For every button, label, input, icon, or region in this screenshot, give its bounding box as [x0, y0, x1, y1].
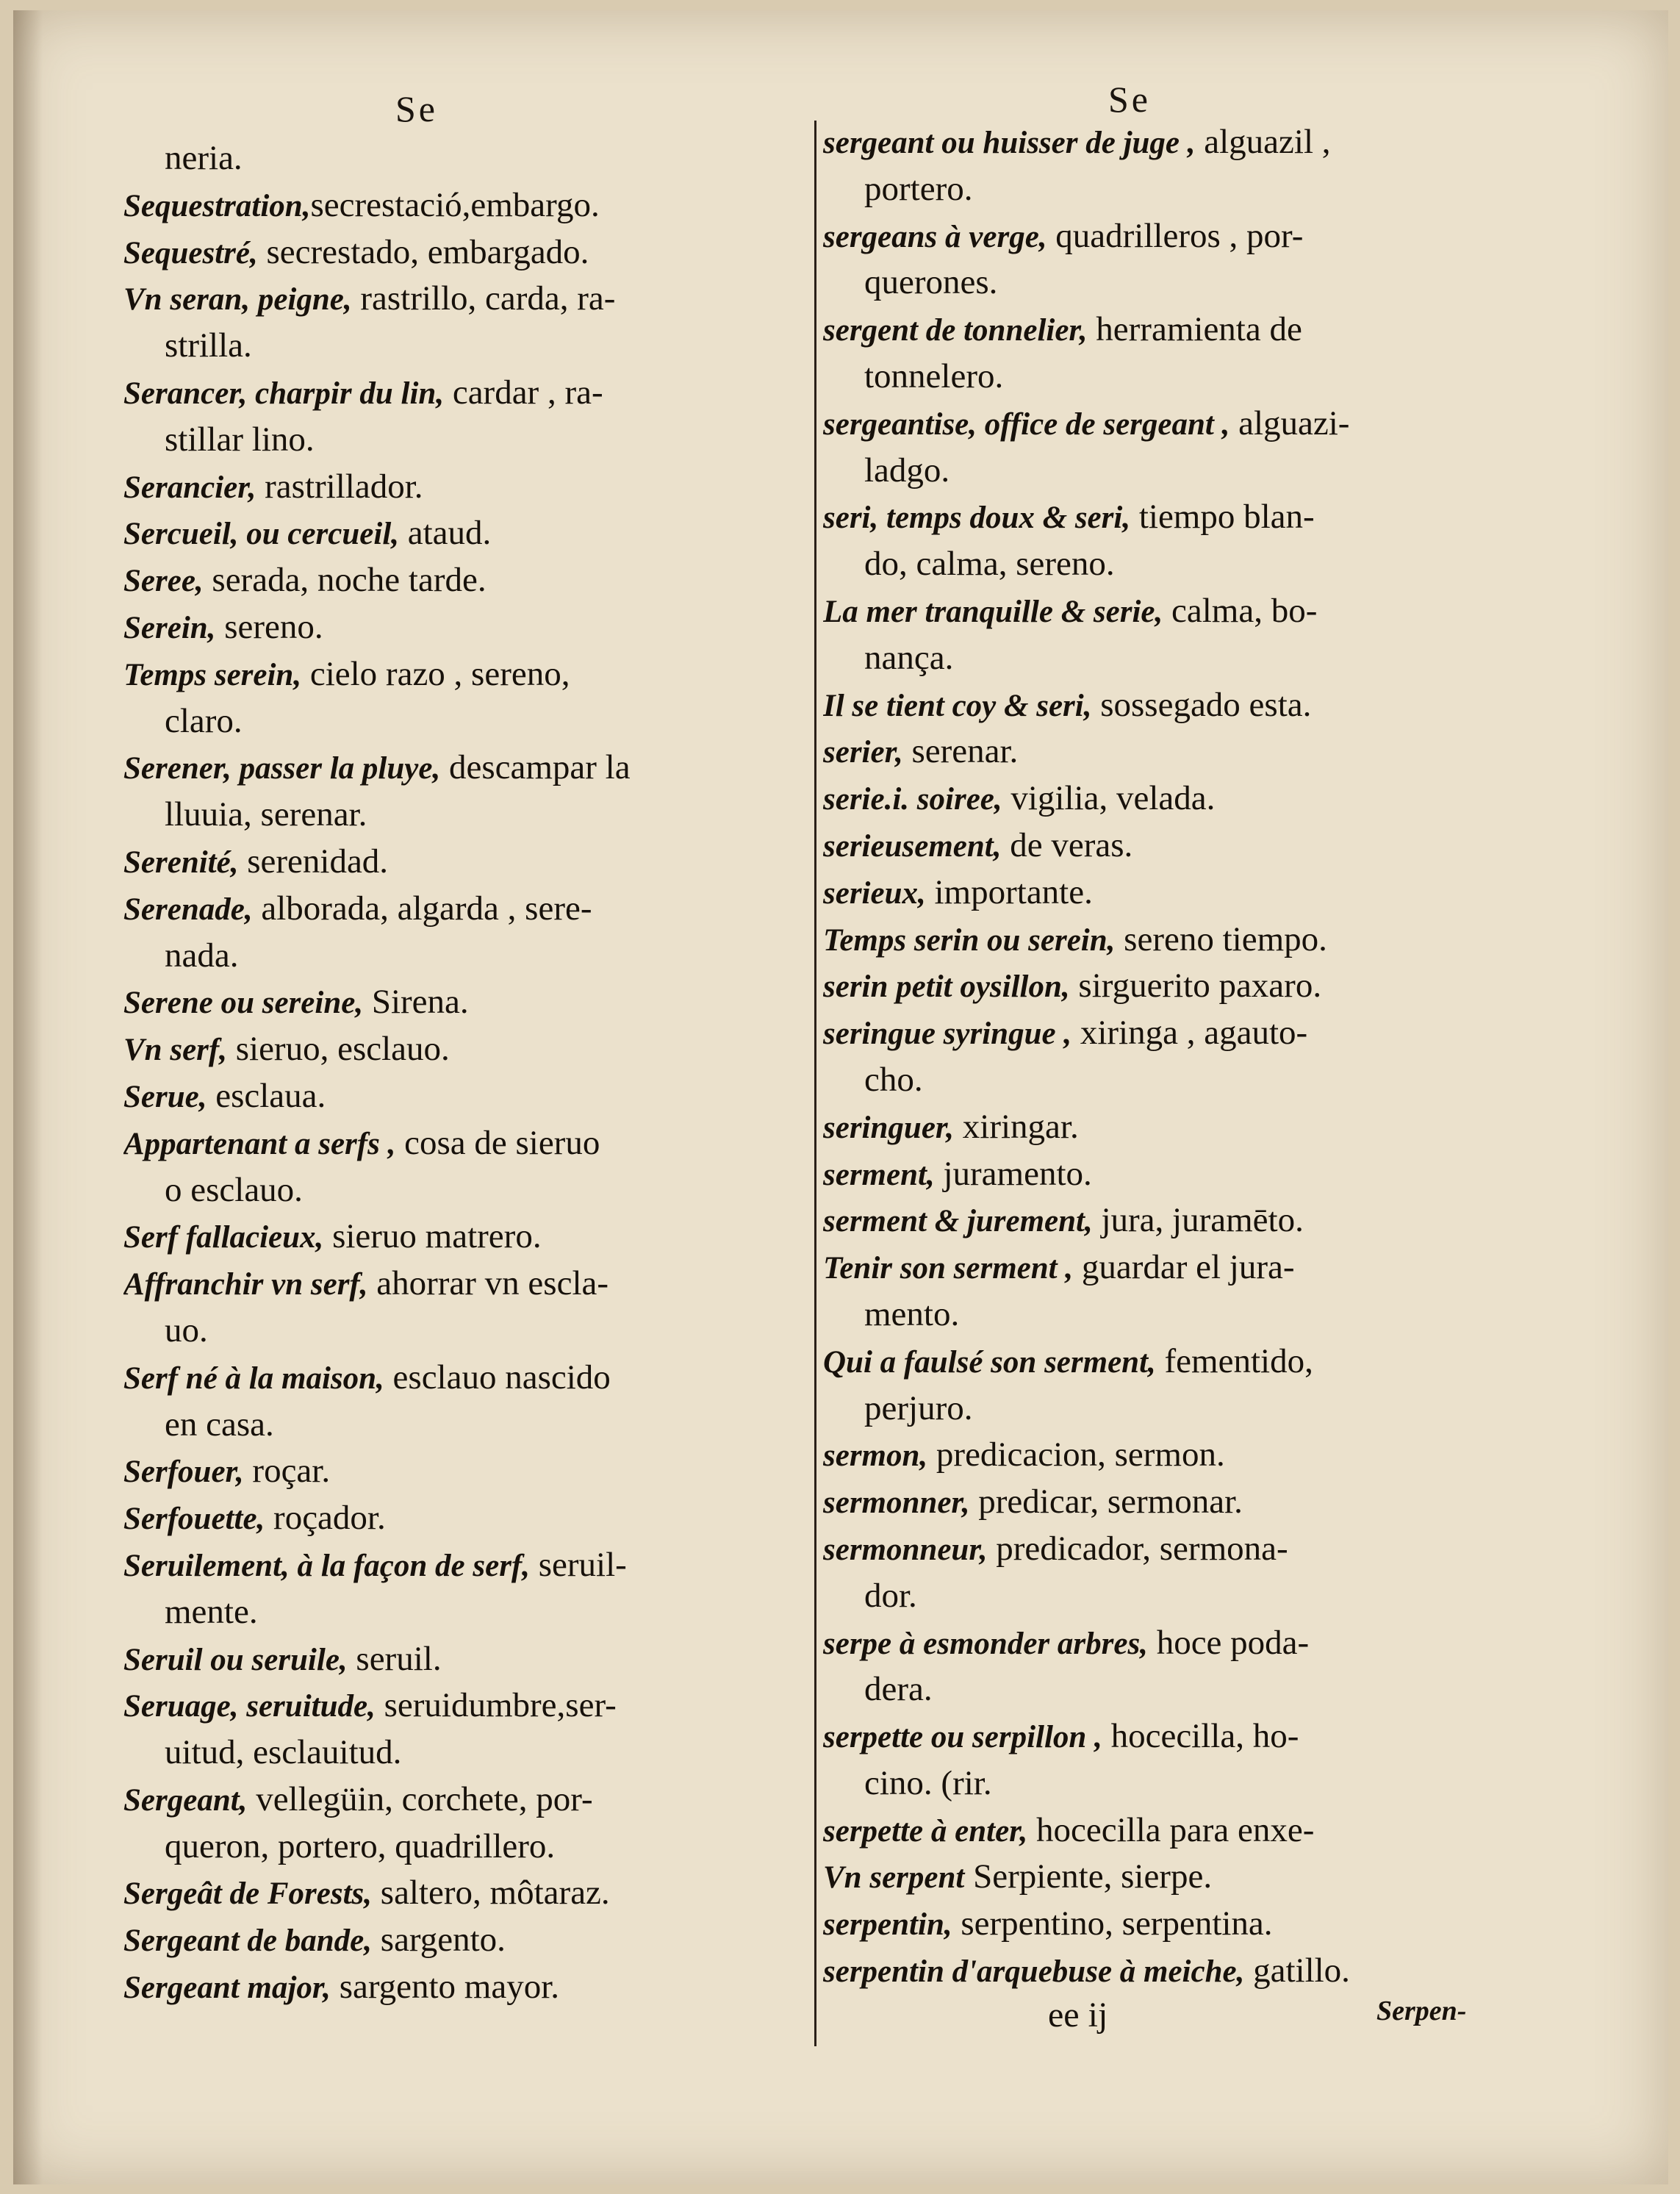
dictionary-entry	[123, 1448, 785, 1495]
entry-continuation-line	[823, 541, 1602, 588]
dictionary-entry	[823, 306, 1602, 354]
dictionary-entry	[823, 1479, 1602, 1526]
french-headword: serie.i. soiree,	[823, 782, 1002, 817]
dictionary-entry	[123, 604, 785, 651]
french-headword: Serf né à la maison,	[123, 1361, 384, 1396]
spanish-definition: Sirena.	[363, 983, 469, 1022]
french-headword: serpentin,	[823, 1907, 952, 1943]
spanish-definition: claro.	[165, 701, 243, 740]
spanish-definition: cardar , ra-	[444, 373, 603, 412]
spanish-definition: tiempo blan-	[1130, 498, 1315, 537]
spanish-definition: esclaua.	[207, 1076, 326, 1115]
dictionary-entry	[823, 494, 1602, 541]
french-headword: sergeant ou huisser de juge ,	[823, 126, 1196, 160]
dictionary-entry	[823, 1948, 1602, 1995]
dictionary-entry	[123, 370, 785, 417]
spanish-definition: herramienta de	[1087, 310, 1302, 349]
spanish-definition: queron, portero, quadrillero.	[165, 1826, 556, 1865]
dictionary-entry	[123, 1120, 785, 1167]
french-headword: Seree,	[123, 564, 204, 599]
dictionary-entry	[823, 1151, 1602, 1198]
french-headword: Sequestré,	[123, 235, 258, 270]
entry-continuation-line	[123, 792, 785, 839]
french-headword: serment & jurement,	[823, 1204, 1093, 1239]
dictionary-entry	[823, 1010, 1602, 1057]
entry-continuation-line	[823, 354, 1602, 401]
french-headword: Sergeât de Forests,	[123, 1876, 373, 1912]
spanish-definition: esclauo nascido	[384, 1358, 611, 1397]
spanish-definition: seruidumbre,ser-	[375, 1686, 617, 1725]
french-headword: sermonneur,	[823, 1532, 988, 1567]
entry-continuation-line	[123, 1308, 785, 1355]
book-page	[13, 10, 1668, 2184]
spanish-definition: predicar, sermonar.	[969, 1483, 1243, 1521]
entry-continuation-line	[123, 1402, 785, 1449]
french-headword: Serf fallacieux,	[123, 1220, 324, 1255]
spanish-definition: dera.	[864, 1670, 933, 1709]
french-headword: Sergeant,	[123, 1782, 248, 1818]
spanish-definition: fementido,	[1155, 1341, 1313, 1380]
spanish-definition: ahorrar vn escla-	[367, 1264, 609, 1303]
spanish-definition: sossegado esta.	[1091, 685, 1312, 724]
dictionary-entry	[123, 1073, 785, 1120]
spanish-definition: vigilia, velada.	[1002, 779, 1216, 818]
dictionary-entry	[823, 963, 1602, 1010]
dictionary-entry	[123, 510, 785, 557]
entry-continuation-line	[823, 1760, 1602, 1807]
dictionary-entry	[123, 1917, 785, 1964]
dictionary-entry	[123, 182, 785, 229]
french-headword: Appartenant a serfs ,	[123, 1126, 396, 1161]
spanish-definition: uitud, esclauitud.	[165, 1733, 402, 1772]
entry-continuation-line	[823, 1057, 1602, 1104]
spanish-definition: rastrillador.	[256, 467, 423, 506]
dictionary-entry	[123, 1495, 785, 1542]
dictionary-entry	[823, 119, 1602, 166]
left-column	[123, 135, 785, 2011]
french-headword: Temps serin ou serein,	[823, 922, 1116, 958]
spanish-definition: sargento mayor.	[330, 1968, 560, 2007]
french-headword: serpe à esmonder arbres,	[823, 1626, 1148, 1661]
spanish-definition: do, calma, sereno.	[864, 545, 1115, 584]
french-headword: Serene ou sereine,	[123, 986, 364, 1021]
spanish-definition: calma, bo-	[1163, 591, 1318, 630]
entry-continuation-line	[123, 1589, 785, 1636]
dictionary-entry	[123, 1026, 785, 1073]
spanish-definition: perjuro.	[864, 1388, 973, 1427]
spanish-definition: hocecilla para enxe-	[1027, 1810, 1315, 1849]
spanish-definition: roçar.	[243, 1452, 331, 1491]
french-headword: seri, temps doux & seri,	[823, 501, 1131, 536]
dictionary-entry	[823, 1854, 1602, 1901]
spanish-definition: ladgo.	[864, 451, 950, 490]
spanish-definition: Serpiente, sierpe.	[964, 1857, 1213, 1896]
spanish-definition: sereno tiempo.	[1115, 919, 1327, 958]
spanish-definition: nança.	[864, 638, 954, 677]
dictionary-entry	[823, 1901, 1602, 1948]
entry-continuation-line	[123, 417, 785, 464]
french-headword: Seruage, seruitude,	[123, 1689, 376, 1724]
spanish-definition: predicacion, sermon.	[927, 1435, 1225, 1474]
spanish-definition: importante.	[925, 872, 1093, 911]
french-headword: sergent de tonnelier,	[823, 313, 1088, 348]
french-headword: Sequestration,	[123, 188, 311, 223]
french-headword: Seruil ou seruile,	[123, 1642, 348, 1677]
spanish-definition: de veras.	[1001, 825, 1133, 864]
left-running-head: Se	[395, 88, 438, 129]
dictionary-entry	[123, 229, 785, 276]
dictionary-entry	[123, 1777, 785, 1824]
spanish-definition: secrestació,embargo.	[310, 185, 600, 224]
dictionary-entry	[123, 886, 785, 933]
spanish-definition: secrestado, embargado.	[257, 232, 589, 271]
entry-continuation-line	[123, 698, 785, 745]
spanish-definition: xiringar.	[954, 1107, 1079, 1146]
french-headword: serin petit oysillon,	[823, 969, 1070, 1005]
french-headword: serieusement,	[823, 828, 1002, 864]
french-headword: Serein,	[123, 610, 216, 645]
spanish-definition: guardar el jura-	[1073, 1248, 1295, 1287]
spanish-definition: querones.	[864, 263, 998, 302]
dictionary-entry	[823, 1338, 1602, 1385]
dictionary-entry	[823, 1432, 1602, 1479]
french-headword: La mer tranquille & serie,	[823, 594, 1163, 629]
french-headword: seringuer,	[823, 1110, 955, 1145]
spanish-definition: serenidad.	[238, 842, 389, 881]
spanish-definition: alguazil ,	[1195, 123, 1331, 161]
entry-continuation-line	[823, 166, 1602, 213]
entry-continuation-line	[823, 259, 1602, 306]
french-headword: Serue,	[123, 1079, 207, 1114]
signature-mark: ee ij	[1048, 1996, 1108, 2035]
entry-continuation-line	[123, 1824, 785, 1871]
spanish-definition: serenar.	[902, 732, 1019, 771]
french-headword: Tenir son serment ,	[823, 1251, 1074, 1286]
spanish-definition: mento.	[864, 1294, 960, 1333]
spanish-definition: quadrilleros , por-	[1047, 216, 1304, 255]
french-headword: Sercueil, ou cercueil,	[123, 517, 400, 552]
french-headword: Serenade,	[123, 892, 253, 927]
dictionary-entry	[823, 1620, 1602, 1667]
right-column	[823, 119, 1602, 1995]
spanish-definition: portero.	[864, 169, 973, 208]
entry-continuation-line	[823, 1573, 1602, 1620]
dictionary-entry	[823, 870, 1602, 917]
spanish-definition: uo.	[165, 1311, 208, 1349]
spanish-definition: mente.	[165, 1592, 258, 1631]
french-headword: sermonner,	[823, 1485, 970, 1521]
spanish-definition: serpentino, serpentina.	[952, 1904, 1273, 1943]
dictionary-entry	[823, 1713, 1602, 1760]
spanish-definition: descampar la	[440, 748, 631, 787]
spanish-definition: strilla.	[165, 326, 252, 365]
page-gutter-shadow	[13, 10, 43, 2184]
entry-continuation-line	[123, 323, 785, 370]
dictionary-entry	[123, 276, 785, 323]
dictionary-entry	[123, 1870, 785, 1917]
spanish-definition: en casa.	[165, 1405, 274, 1444]
french-headword: Serener, passer la pluye,	[123, 751, 441, 786]
dictionary-entry	[123, 1213, 785, 1261]
french-headword: Seruilement, à la façon de serf,	[123, 1548, 530, 1583]
dictionary-entry	[123, 651, 785, 698]
french-headword: serpentin d'arquebuse à meiche,	[823, 1954, 1245, 1990]
spanish-definition: neria.	[165, 139, 243, 177]
spanish-definition: cho.	[864, 1060, 923, 1099]
spanish-definition: roçador.	[265, 1499, 386, 1538]
spanish-definition: hoce poda-	[1147, 1623, 1310, 1662]
french-headword: Serancier,	[123, 470, 256, 505]
spanish-definition: seruil-	[530, 1545, 627, 1584]
entry-continuation-line	[823, 1666, 1602, 1713]
french-headword: Vn serpent	[823, 1860, 965, 1896]
entry-continuation-line	[823, 635, 1602, 682]
spanish-definition: alborada, algarda , sere-	[252, 889, 592, 928]
spanish-definition: saltero, môtaraz.	[372, 1874, 610, 1912]
spanish-definition: cielo razo , sereno,	[301, 654, 570, 693]
french-headword: seringue syringue ,	[823, 1017, 1072, 1052]
french-headword: Serenité,	[123, 845, 239, 880]
spanish-definition: gatillo.	[1244, 1951, 1350, 1990]
spanish-definition: sieruo matrero.	[323, 1217, 542, 1256]
dictionary-entry	[123, 1355, 785, 1402]
entry-continuation-line	[823, 448, 1602, 495]
french-headword: serpette ou serpillon ,	[823, 1720, 1102, 1755]
spanish-definition: juramento.	[934, 1154, 1092, 1193]
spanish-definition: rastrillo, carda, ra-	[351, 279, 616, 318]
spanish-definition: o esclauo.	[165, 1170, 303, 1209]
spanish-definition: lluuia, serenar.	[165, 795, 367, 834]
dictionary-entry	[123, 1261, 785, 1308]
dictionary-entry	[123, 557, 785, 604]
entry-continuation-line	[123, 1729, 785, 1777]
spanish-definition: serada, noche tarde.	[203, 561, 487, 600]
dictionary-entry	[123, 1542, 785, 1589]
dictionary-entry	[123, 979, 785, 1026]
right-running-head: Se	[1108, 79, 1151, 120]
french-headword: sergeantise, office de sergeant ,	[823, 406, 1230, 442]
spanish-definition: tonnelero.	[864, 356, 1004, 395]
french-headword: Il se tient coy & seri,	[823, 688, 1092, 723]
spanish-definition: hocecilla, ho-	[1102, 1717, 1299, 1756]
entry-continuation-line	[823, 1385, 1602, 1433]
dictionary-entry	[823, 917, 1602, 964]
dictionary-entry	[823, 1526, 1602, 1573]
french-headword: serieux,	[823, 875, 926, 911]
catchword: Serpen-	[1376, 1996, 1467, 2026]
dictionary-entry	[823, 775, 1602, 822]
dictionary-entry	[823, 728, 1602, 775]
french-headword: Vn serf,	[123, 1033, 227, 1068]
dictionary-entry	[823, 401, 1602, 448]
french-headword: Serfouette,	[123, 1502, 265, 1537]
french-headword: Affranchir vn serf,	[123, 1267, 368, 1302]
french-headword: Qui a faulsé son serment,	[823, 1344, 1156, 1380]
dictionary-entry	[123, 839, 785, 886]
dictionary-entry	[823, 1807, 1602, 1854]
spanish-definition: alguazi-	[1230, 404, 1350, 442]
french-headword: Temps serein,	[123, 657, 302, 692]
dictionary-entry	[823, 1197, 1602, 1244]
spanish-definition: ataud.	[399, 514, 492, 553]
spanish-definition: predicador, sermona-	[987, 1529, 1288, 1568]
dictionary-entry	[123, 464, 785, 511]
dictionary-entry	[823, 588, 1602, 635]
french-headword: Serfouer,	[123, 1455, 244, 1490]
entry-continuation-line	[123, 135, 785, 182]
dictionary-entry	[823, 822, 1602, 870]
french-headword: Sergeant major,	[123, 1971, 331, 2006]
spanish-definition: sieruo, esclauo.	[226, 1030, 450, 1069]
spanish-definition: seruil.	[347, 1639, 442, 1678]
spanish-definition: nada.	[165, 936, 239, 975]
french-headword: sermon,	[823, 1438, 928, 1474]
entry-continuation-line	[123, 1167, 785, 1214]
spanish-definition: xiringa , agauto-	[1071, 1014, 1308, 1053]
french-headword: Vn seran, peigne,	[123, 282, 352, 318]
french-headword: Serancer, charpir du lin,	[123, 376, 445, 411]
dictionary-entry	[823, 213, 1602, 260]
dictionary-entry	[823, 1244, 1602, 1291]
french-headword: Sergeant de bande,	[123, 1924, 373, 1959]
french-headword: sergeans à verge,	[823, 219, 1047, 254]
french-headword: serment,	[823, 1157, 935, 1192]
spanish-definition: sirguerito paxaro.	[1069, 967, 1322, 1005]
spanish-definition: jura, juramēto.	[1092, 1201, 1304, 1240]
spanish-definition: sereno.	[215, 607, 323, 646]
spanish-definition: cosa de sieruo	[395, 1123, 600, 1162]
dictionary-entry	[823, 682, 1602, 729]
dictionary-entry	[123, 1636, 785, 1683]
spanish-definition: sargento.	[372, 1921, 506, 1960]
french-headword: serpette à enter,	[823, 1813, 1028, 1849]
dictionary-entry	[823, 1104, 1602, 1151]
french-headword: serier,	[823, 735, 903, 770]
entry-continuation-line	[823, 1291, 1602, 1338]
dictionary-entry	[123, 1682, 785, 1729]
spanish-definition: cino. (rir.	[864, 1763, 992, 1802]
spanish-definition: dor.	[864, 1576, 917, 1615]
spanish-definition: stillar lino.	[165, 420, 315, 459]
entry-continuation-line	[123, 933, 785, 980]
dictionary-entry	[123, 745, 785, 792]
spanish-definition: vellegüin, corchete, por-	[247, 1779, 593, 1818]
dictionary-entry	[123, 1964, 785, 2011]
column-divider	[814, 121, 816, 2046]
